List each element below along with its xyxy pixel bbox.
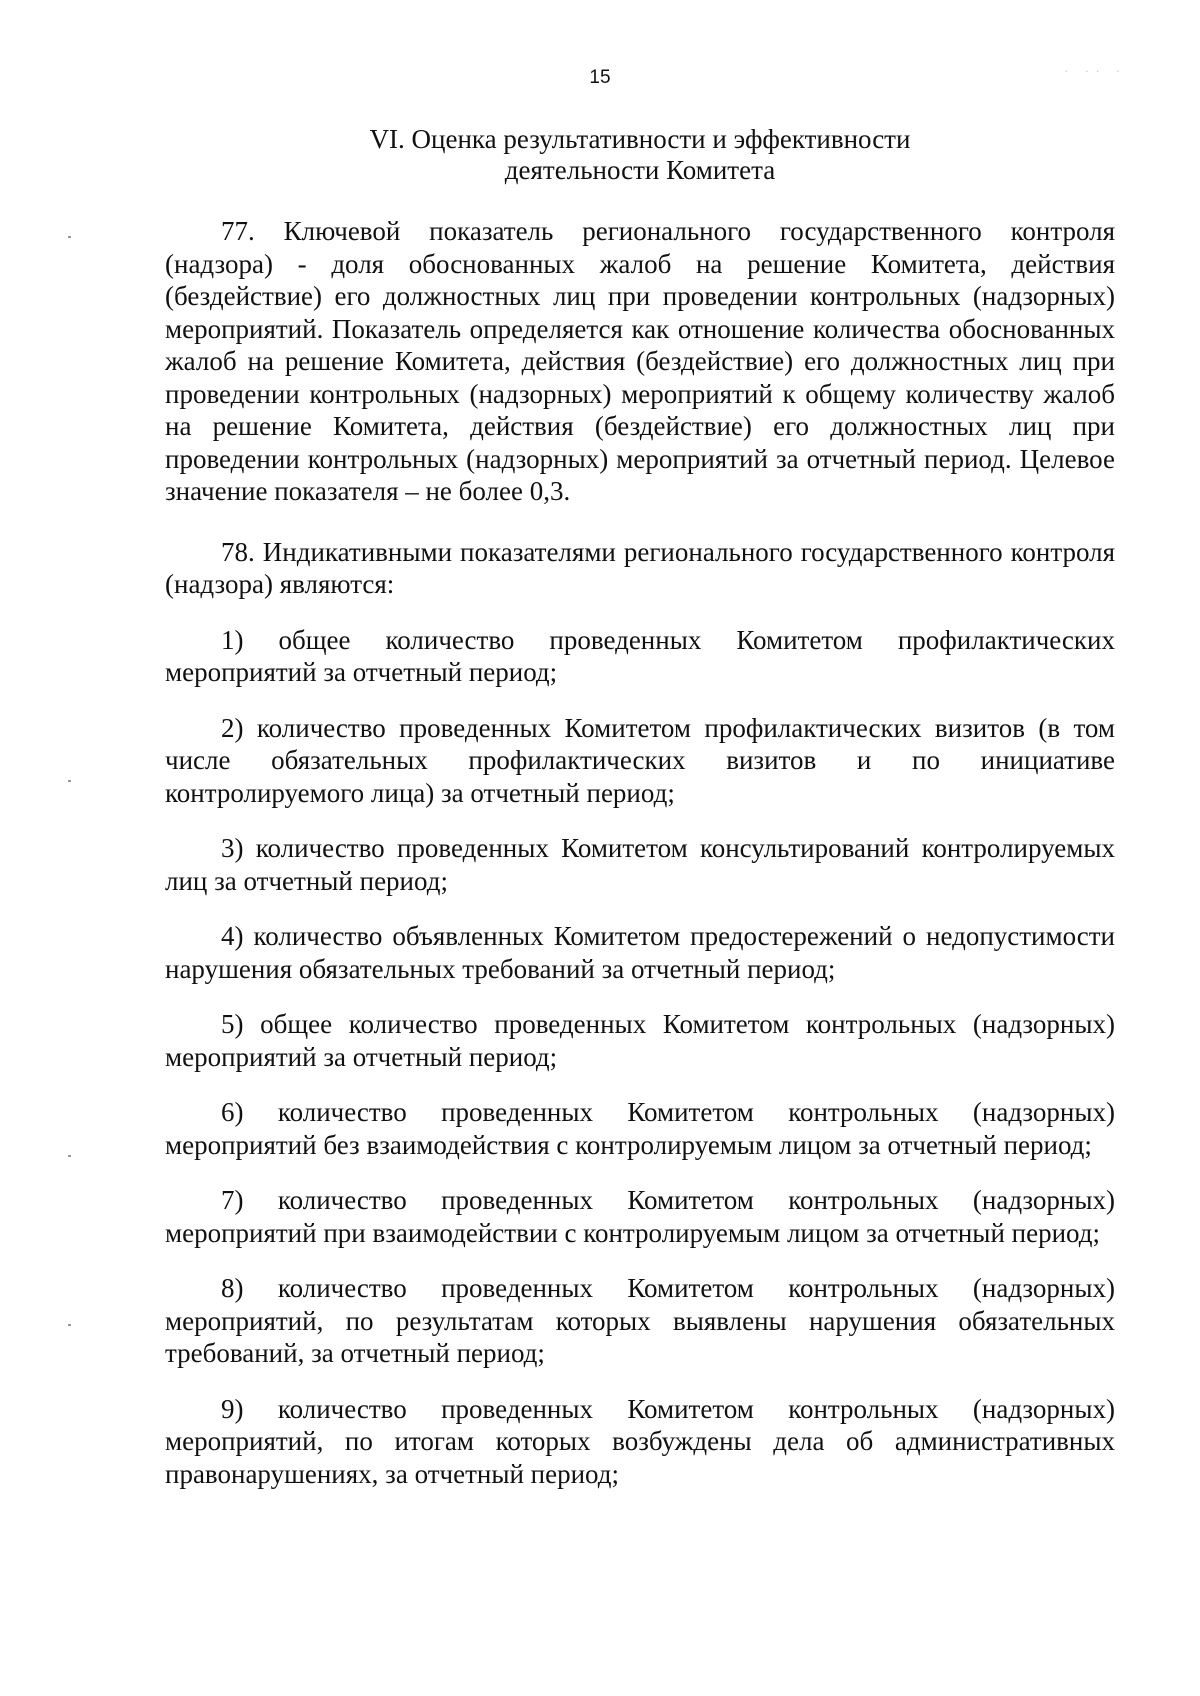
list-item-5: 5) общее количество проведенных Комитетом контрольных (надзорных) мероприятий за отчетный период;: [165, 1009, 1115, 1072]
list-item-8: 8) количество проведенных Комитетом контрольных (надзорных) мероприятий, по результатам которых выявлены нарушения обязательных требований, за отчетный период;: [165, 1273, 1115, 1368]
document-body: [165, 215, 1115, 1490]
list-item-9: 9) количество проведенных Комитетом контрольных (надзорных) мероприятий, по итогам которых возбуждены дела об административных правонарушениях, за отчетный период;: [165, 1393, 1115, 1489]
list-item-7: 7) количество проведенных Комитетом контрольных (надзорных) мероприятий при взаимодействии с контролируемым лицом за отчетный период;: [165, 1185, 1115, 1248]
list-item-3: 3) количество проведенных Комитетом консультирований контролируемых лиц за отчетный период;: [165, 833, 1115, 896]
list-item-2: 2) количество проведенных Комитетом профилактических визитов (в том числе обязательных профилактических визитов и по инициативе контролируемого лица) за отчетный период;: [165, 712, 1115, 808]
scan-dot: [68, 236, 71, 238]
section-heading: [165, 124, 1115, 186]
scan-dot: [68, 1155, 71, 1157]
scan-dot: [68, 780, 71, 782]
section-heading-line-2: деятельности Комитета: [504, 155, 776, 185]
paragraph-78: 78. Индикативными показателями регионального государственного контроля (надзора) являются:: [165, 536, 1115, 599]
list-item-6: 6) количество проведенных Комитетом контрольных (надзорных) мероприятий без взаимодействия с контролируемым лицом за отчетный период;: [165, 1097, 1115, 1160]
list-item-4: 4) количество объявленных Комитетом предостережений о недопустимости нарушения обязательных требований за отчетный период;: [165, 921, 1115, 984]
list-item-1: 1) общее количество проведенных Комитетом профилактических мероприятий за отчетный период;: [165, 624, 1115, 687]
scan-dot: [68, 1324, 71, 1326]
scan-artifact: · ·· ·: [1064, 62, 1127, 78]
page-number: 15: [589, 67, 611, 88]
section-heading-line-1: VI. Оценка результативности и эффективности: [369, 124, 911, 154]
paragraph-77: 77. Ключевой показатель регионального государственного контроля (надзора) - доля обоснованных жалоб на решение Комитета, действия (бездействие) его должностных лиц при проведении контрольных (надзорных) мероприятий. Показатель определяется как отношение количества обоснованных жалоб на решение Комитета, действия (бездействие) его должностных лиц при проведении контрольных (надзорных) мероприятий к общему количеству жалоб на решение Комитета, действия (бездействие) его должностных лиц при проведении контрольных (надзорных) мероприятий за отчетный период. Целевое значение показателя – не более 0,3.: [165, 216, 1115, 506]
